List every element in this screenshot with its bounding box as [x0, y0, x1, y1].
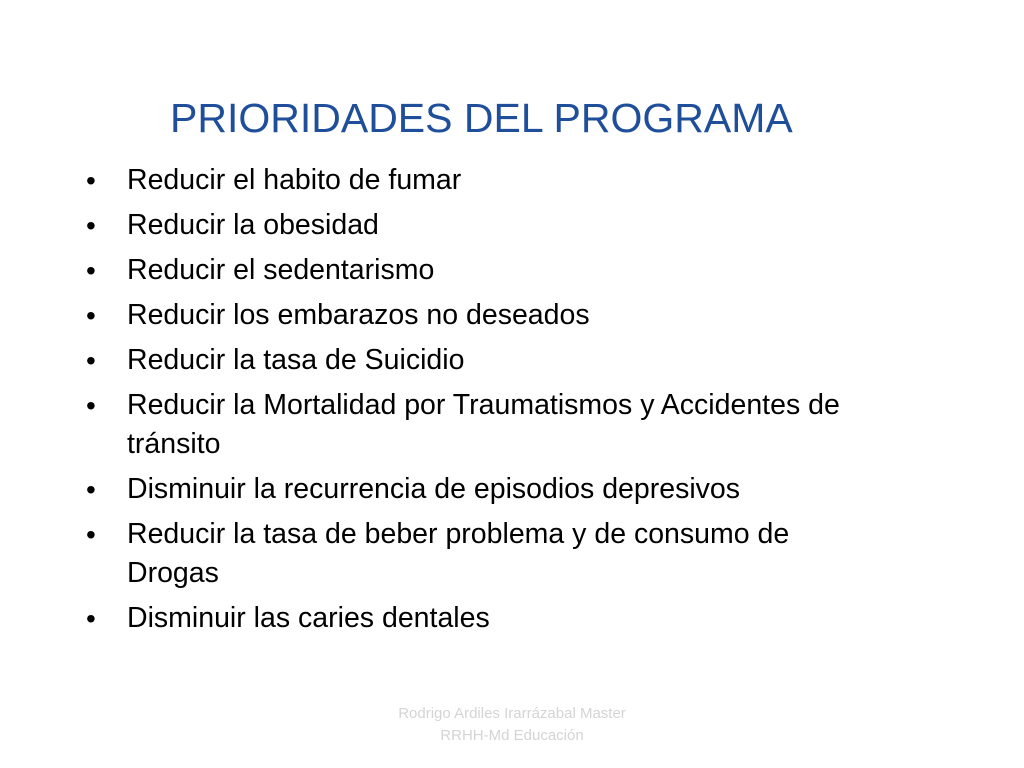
- bullet-text: Disminuir la recurrencia de episodios depresivos: [127, 473, 741, 505]
- bullet-icon: •: [86, 300, 96, 331]
- bullet-icon: •: [86, 519, 96, 550]
- list-item: [86, 599, 886, 638]
- bullet-icon: •: [86, 255, 96, 286]
- bullet-text: Reducir la Mortalidad por Traumatismos y Accidentes de tránsito: [127, 389, 840, 460]
- bullet-text: Reducir la tasa de beber problema y de consumo de Drogas: [127, 518, 790, 589]
- bullet-text: Disminuir las caries dentales: [127, 602, 490, 634]
- list-item: [86, 251, 886, 290]
- bullet-icon: •: [86, 345, 96, 376]
- bullet-icon: •: [86, 210, 96, 241]
- footer-subtitle: RRHH-Md Educación: [440, 727, 584, 744]
- footer: [362, 703, 662, 747]
- bullet-text: Reducir el habito de fumar: [127, 164, 462, 196]
- list-item: [86, 296, 886, 335]
- bullet-text: Reducir los embarazos no deseados: [127, 299, 590, 331]
- bullet-text: Reducir el sedentarismo: [127, 254, 435, 286]
- list-item: [86, 386, 886, 464]
- bullet-text: Reducir la tasa de Suicidio: [127, 344, 465, 376]
- footer-author: Rodrigo Ardiles Irarrázabal Master: [398, 705, 626, 722]
- list-item: [86, 470, 886, 509]
- bullet-icon: •: [86, 165, 96, 196]
- bullet-list: [86, 161, 886, 644]
- list-item: [86, 515, 886, 593]
- bullet-text: Reducir la obesidad: [127, 209, 379, 241]
- list-item: [86, 161, 886, 200]
- bullet-icon: •: [86, 603, 96, 634]
- list-item: [86, 341, 886, 380]
- bullet-icon: •: [86, 474, 96, 505]
- bullet-icon: •: [86, 390, 96, 421]
- slide-title: PRIORIDADES DEL PROGRAMA: [170, 95, 793, 141]
- list-item: [86, 206, 886, 245]
